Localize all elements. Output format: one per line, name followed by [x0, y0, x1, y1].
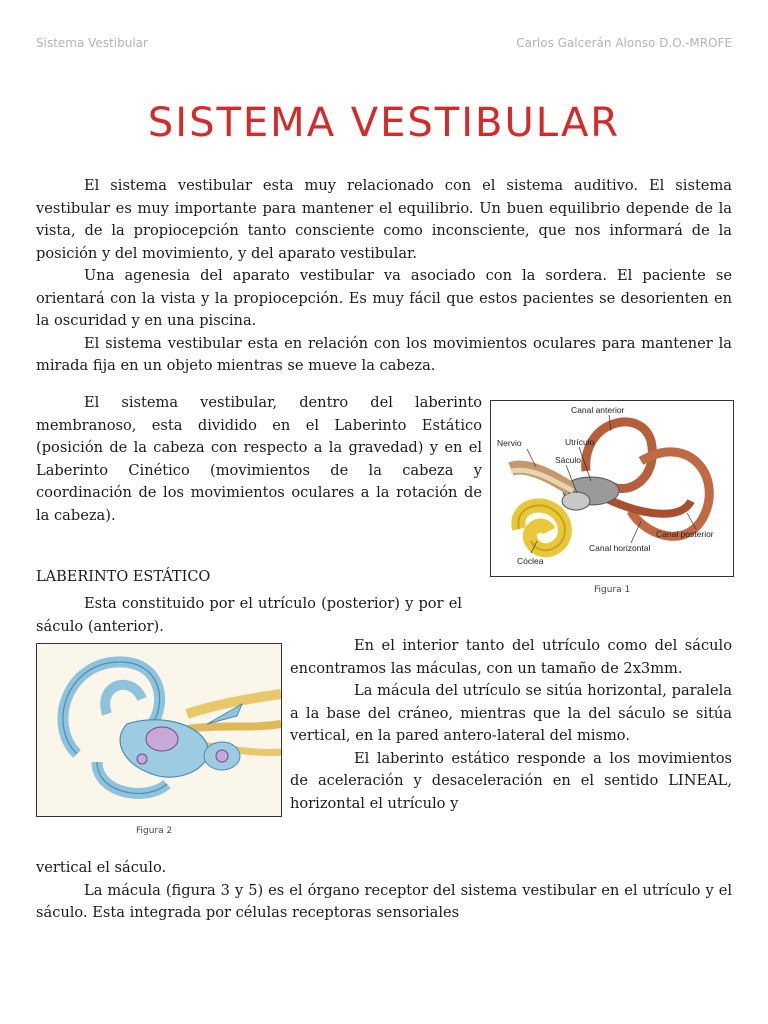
running-header-right: Carlos Galcerán Alonso D.O.-MROFE — [516, 36, 732, 50]
section-heading: LABERINTO ESTÁTICO — [36, 569, 211, 585]
figure-2-caption: Figura 2 — [136, 826, 173, 836]
figure-1-inner-ear-diagram — [490, 400, 734, 577]
page-title: SISTEMA VESTIBULAR — [147, 100, 621, 146]
labyrinth-intro-text — [36, 392, 482, 527]
section-paragraph-2: En el interior tanto del utrículo como del sáculo encontramos las máculas, con un tamaño de 2x3mm. — [290, 637, 732, 677]
label-nervio: Nervio — [497, 438, 522, 448]
intro-paragraph-3: El sistema vestibular esta en relación con los movimientos oculares para mantener la mirada fija en un objeto mientras se mueve la cabeza. — [36, 334, 732, 374]
membranous-labyrinth-illustration — [37, 644, 281, 816]
macula-text-continued — [36, 857, 732, 925]
intro-paragraph-4: El sistema vestibular, dentro del laberinto membranoso, esta dividido en el Laberinto Estático (posición de la cabeza con respecto a la gravedad) y en el Laberinto Cinético (movimientos de la cabeza y coordinación de los movimientos oculares a la rotación de la cabeza). — [36, 394, 482, 524]
section-paragraph-5: La mácula (figura 3 y 5) es el órgano receptor del sistema vestibular en el utrículo y el sáculo. Esta integrada por células receptoras sensoriales — [36, 881, 732, 921]
label-coclea: Cóclea — [517, 556, 544, 566]
intro-paragraph-1: El sistema vestibular esta muy relacionado con el sistema auditivo. El sistema vestibular es muy importante para mantener el equilibrio. Un buen equilibrio depende de la vista, de la propiocepción tanto consciente como inconsciente, que nos informará de la posición y del movimiento, y del aparato vestibular. — [36, 177, 732, 262]
section-paragraph-1: Esta constituido por el utrículo (posterior) y por el sáculo (anterior). — [36, 595, 462, 635]
label-canal-horizontal: Canal horizontal — [589, 543, 651, 553]
intro-paragraph-2: Una agenesia del aparato vestibular va asociado con la sordera. El paciente se orientará con la vista y la propiocepción. Es muy fácil que estos pacientes se desorienten en la oscuridad y en una piscina. — [36, 267, 732, 329]
intro-text — [36, 175, 732, 378]
inner-ear-illustration — [491, 401, 733, 576]
label-canal-posterior: Canal posterior — [656, 529, 714, 539]
section-paragraph-4b: vertical el sáculo. — [36, 859, 167, 876]
running-header-left: Sistema Vestibular — [36, 36, 148, 50]
section-paragraph-3: La mácula del utrículo se sitúa horizontal, paralela a la base del cráneo, mientras que la del sáculo se sitúa vertical, en la pared antero-lateral del mismo. — [290, 682, 732, 744]
figure-1-caption: Figura 1 — [594, 585, 631, 595]
macula-text — [290, 635, 732, 815]
figure-2-membranous-labyrinth — [36, 643, 282, 817]
label-saculo: Sáculo — [555, 455, 581, 465]
label-canal-anterior: Canal anterior — [571, 405, 625, 415]
static-labyrinth-intro — [36, 593, 462, 638]
section-paragraph-4a: El laberinto estático responde a los movimientos de aceleración y desaceleración en el sentido LINEAL, horizontal el utrículo y — [290, 749, 732, 812]
label-utriculo: Utrículo — [565, 437, 595, 447]
